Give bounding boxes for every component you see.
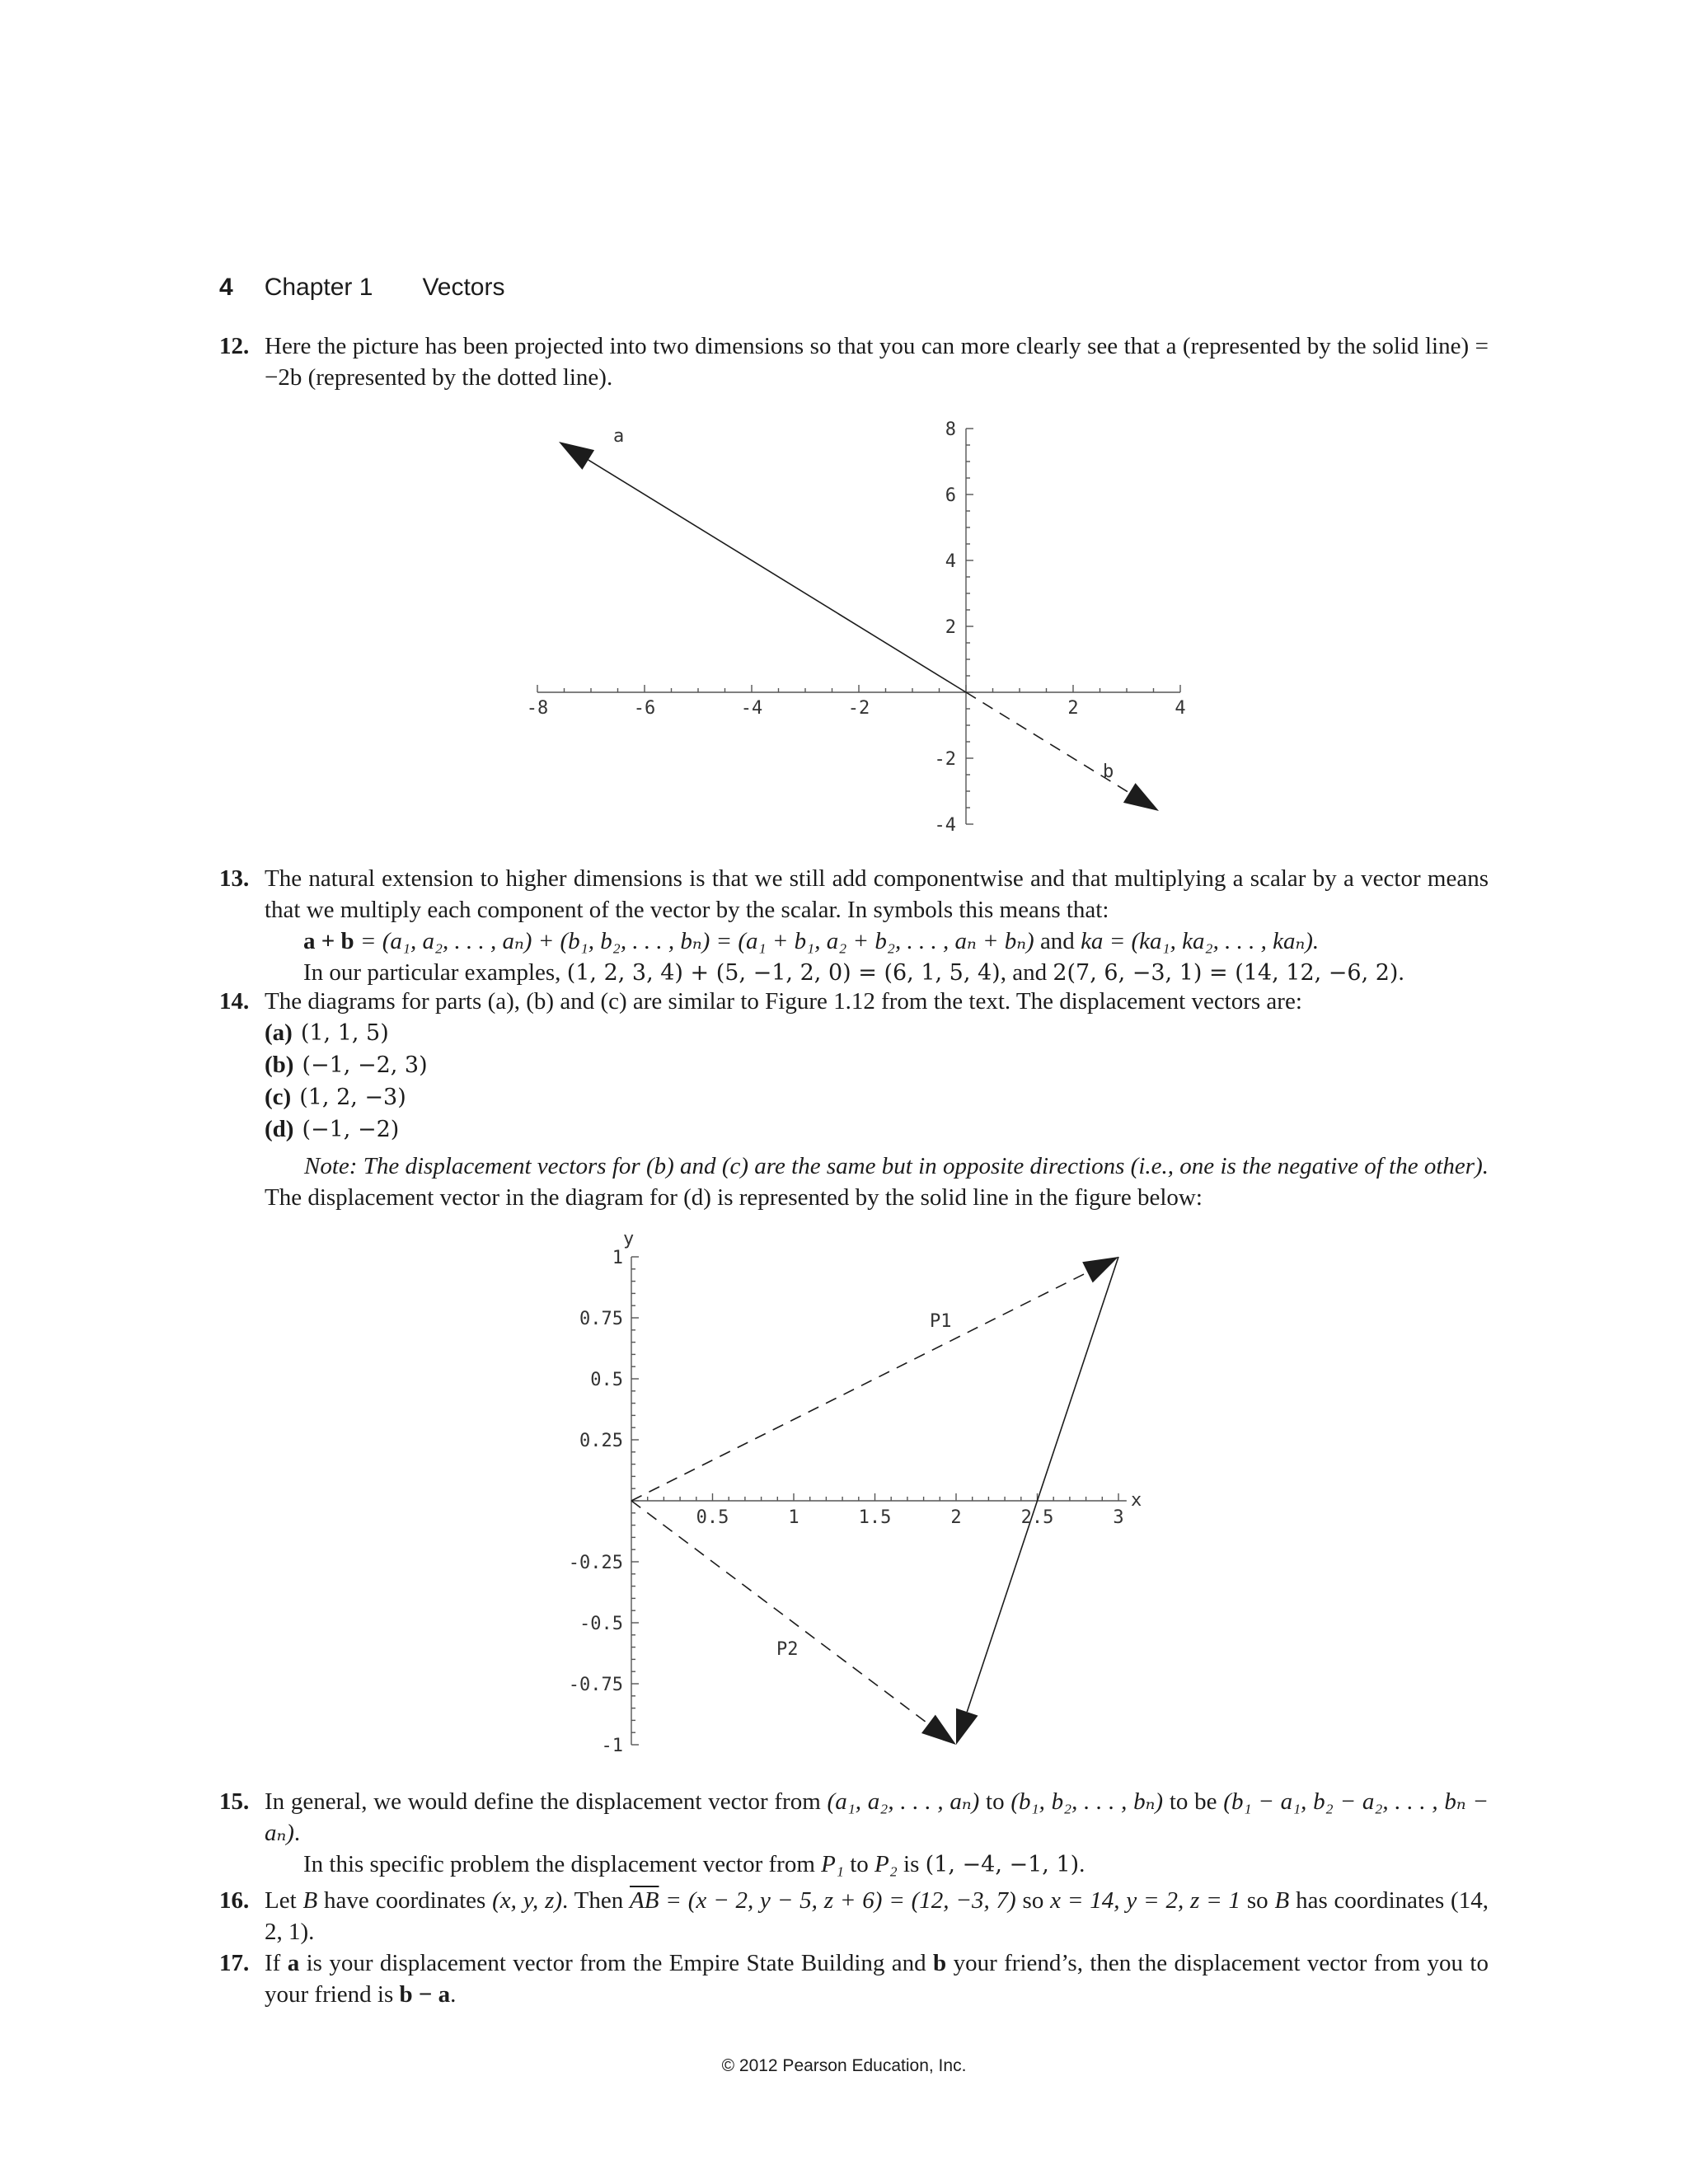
y-tick-label: 2 xyxy=(945,617,956,638)
answer-a: (a) (1, 1, 5) xyxy=(265,1019,389,1046)
y-tick-label: -0.5 xyxy=(579,1614,623,1634)
y-tick-label: 8 xyxy=(945,419,956,440)
y-axis-label: y xyxy=(623,1229,635,1249)
x-tick-label: 2 xyxy=(950,1507,962,1528)
problem-16 xyxy=(219,1885,1489,1947)
problem-15 xyxy=(219,1786,1489,1881)
problem-number: 15. xyxy=(219,1788,250,1815)
chapter-label: Chapter 1 xyxy=(264,274,373,301)
x-tick-label: 1.5 xyxy=(858,1507,892,1528)
chapter-title: Vectors xyxy=(422,274,505,301)
displacement-plot-p1-p2 xyxy=(544,1228,1170,1772)
y-tick-label: 0.75 xyxy=(579,1309,623,1329)
x-tick-label: -6 xyxy=(633,698,656,719)
running-header xyxy=(219,272,505,303)
problem-text: The natural extension to higher dimensions is that we still add componentwise and that multiplying a scalar by a vector means that we multiply each component of the vector by the scalar. In symbols this means that: xyxy=(265,865,1489,923)
problem-13 xyxy=(219,863,1489,989)
vector-a xyxy=(559,442,966,692)
y-tick-label: -1 xyxy=(601,1736,623,1756)
p1-label: P1 xyxy=(930,1311,952,1332)
problem-number: 16. xyxy=(219,1887,250,1914)
problem-14 xyxy=(219,986,1489,1213)
x-tick-label: 3 xyxy=(1113,1507,1124,1528)
y-tick-label: 4 xyxy=(945,551,956,572)
vector-plot-a-b xyxy=(511,408,1187,841)
vector-b-label: b xyxy=(1103,762,1114,782)
vector-p2 xyxy=(631,1501,956,1745)
sum-definition: a + b = (a₁, a₂, . . . , aₙ) + (b₁, b₂, . . . , bₙ) = (a₁ + b₁, a₂ + b₂, . . . , aₙ + bₙ) and ka = (ka₁, ka₂, . . . , kaₙ). xyxy=(303,928,1320,954)
copyright-footer: © 2012 Pearson Education, Inc. xyxy=(721,2056,967,2075)
problem-17 xyxy=(219,1947,1489,2010)
y-tick-label: 6 xyxy=(945,485,956,506)
x-tick-label: 4 xyxy=(1175,698,1186,719)
x-tick-label: -4 xyxy=(740,698,763,719)
answer-b: (b) (−1, −2, 3) xyxy=(265,1052,428,1078)
problem-text: Let B have coordinates (x, y, z). Then $\overline{AB} = (x - 2$, y − 5, z + 6) = (12, −3, 7) so x = 14, y = 2, z = 1 so B has coordinates (14, 2, 1). xyxy=(265,1887,1489,1945)
x-tick-label: 0.5 xyxy=(696,1507,729,1528)
y-tick-label: -0.75 xyxy=(568,1675,623,1695)
x-axis-label: x xyxy=(1131,1490,1142,1511)
y-tick-label: -4 xyxy=(934,815,956,836)
problem-number: 17. xyxy=(219,1950,250,1976)
y-tick-label: 0.5 xyxy=(590,1370,623,1390)
problem-number: 12. xyxy=(219,333,250,359)
problem-text: If a is your displacement vector from the Empire State Building and b your friend’s, then the displacement vector from you to your friend is b − a. xyxy=(265,1950,1489,2008)
problem-12 xyxy=(219,330,1489,393)
x-tick-label: 2 xyxy=(1067,698,1079,719)
vector-a-label: a xyxy=(613,426,625,447)
specific-result: In this specific problem the displacement vector from P₁ to P₂ is (1, −4, −1, 1). xyxy=(303,1851,1085,1877)
p2-label: P2 xyxy=(776,1639,799,1660)
problem-text: In general, we would define the displacement vector from (a₁, a₂, . . . , aₙ) to (b₁, b₂, . . . , bₙ) to be (b₁ − a₁, b₂ − a₂, . . . , bₙ − aₙ). xyxy=(265,1788,1489,1846)
examples: In our particular examples, (1, 2, 3, 4) + (5, −1, 2, 0) = (6, 1, 5, 4), and 2(7, 6, −3, 1) = (14, 12, −6, 2). xyxy=(303,959,1404,986)
x-tick-label: 1 xyxy=(788,1507,799,1528)
problem-text: The diagrams for parts (a), (b) and (c) are similar to Figure 1.12 from the text. The displacement vectors are: xyxy=(265,988,1302,1015)
y-tick-label: -2 xyxy=(934,749,956,770)
vector-b xyxy=(966,692,1159,811)
answer-c: (c) (1, 2, −3) xyxy=(265,1084,406,1110)
problem-text: Here the picture has been projected into two dimensions so that you can more clearly see that a (represented by the solid line) = −2b (represented by the dotted line). xyxy=(265,333,1489,391)
page-number: 4 xyxy=(219,274,233,301)
x-tick-label: -2 xyxy=(847,698,870,719)
y-tick-label: -0.25 xyxy=(568,1553,623,1573)
problem-number: 14. xyxy=(219,988,250,1015)
answer-d: (d) (−1, −2) xyxy=(265,1116,400,1142)
y-tick-label: 1 xyxy=(612,1248,623,1268)
y-tick-label: 0.25 xyxy=(579,1431,623,1451)
x-tick-label: -8 xyxy=(526,698,549,719)
problem-number: 13. xyxy=(219,865,250,892)
vector-p1 xyxy=(631,1257,1118,1501)
note: Note: The displacement vectors for (b) and (c) are the same but in opposite directions (i.e., one is the negative of the other). The displacement vector in the diagram for (d) is represented by the solid line in the figure below: xyxy=(265,1153,1489,1211)
x-tick-label: 2.5 xyxy=(1020,1507,1054,1528)
